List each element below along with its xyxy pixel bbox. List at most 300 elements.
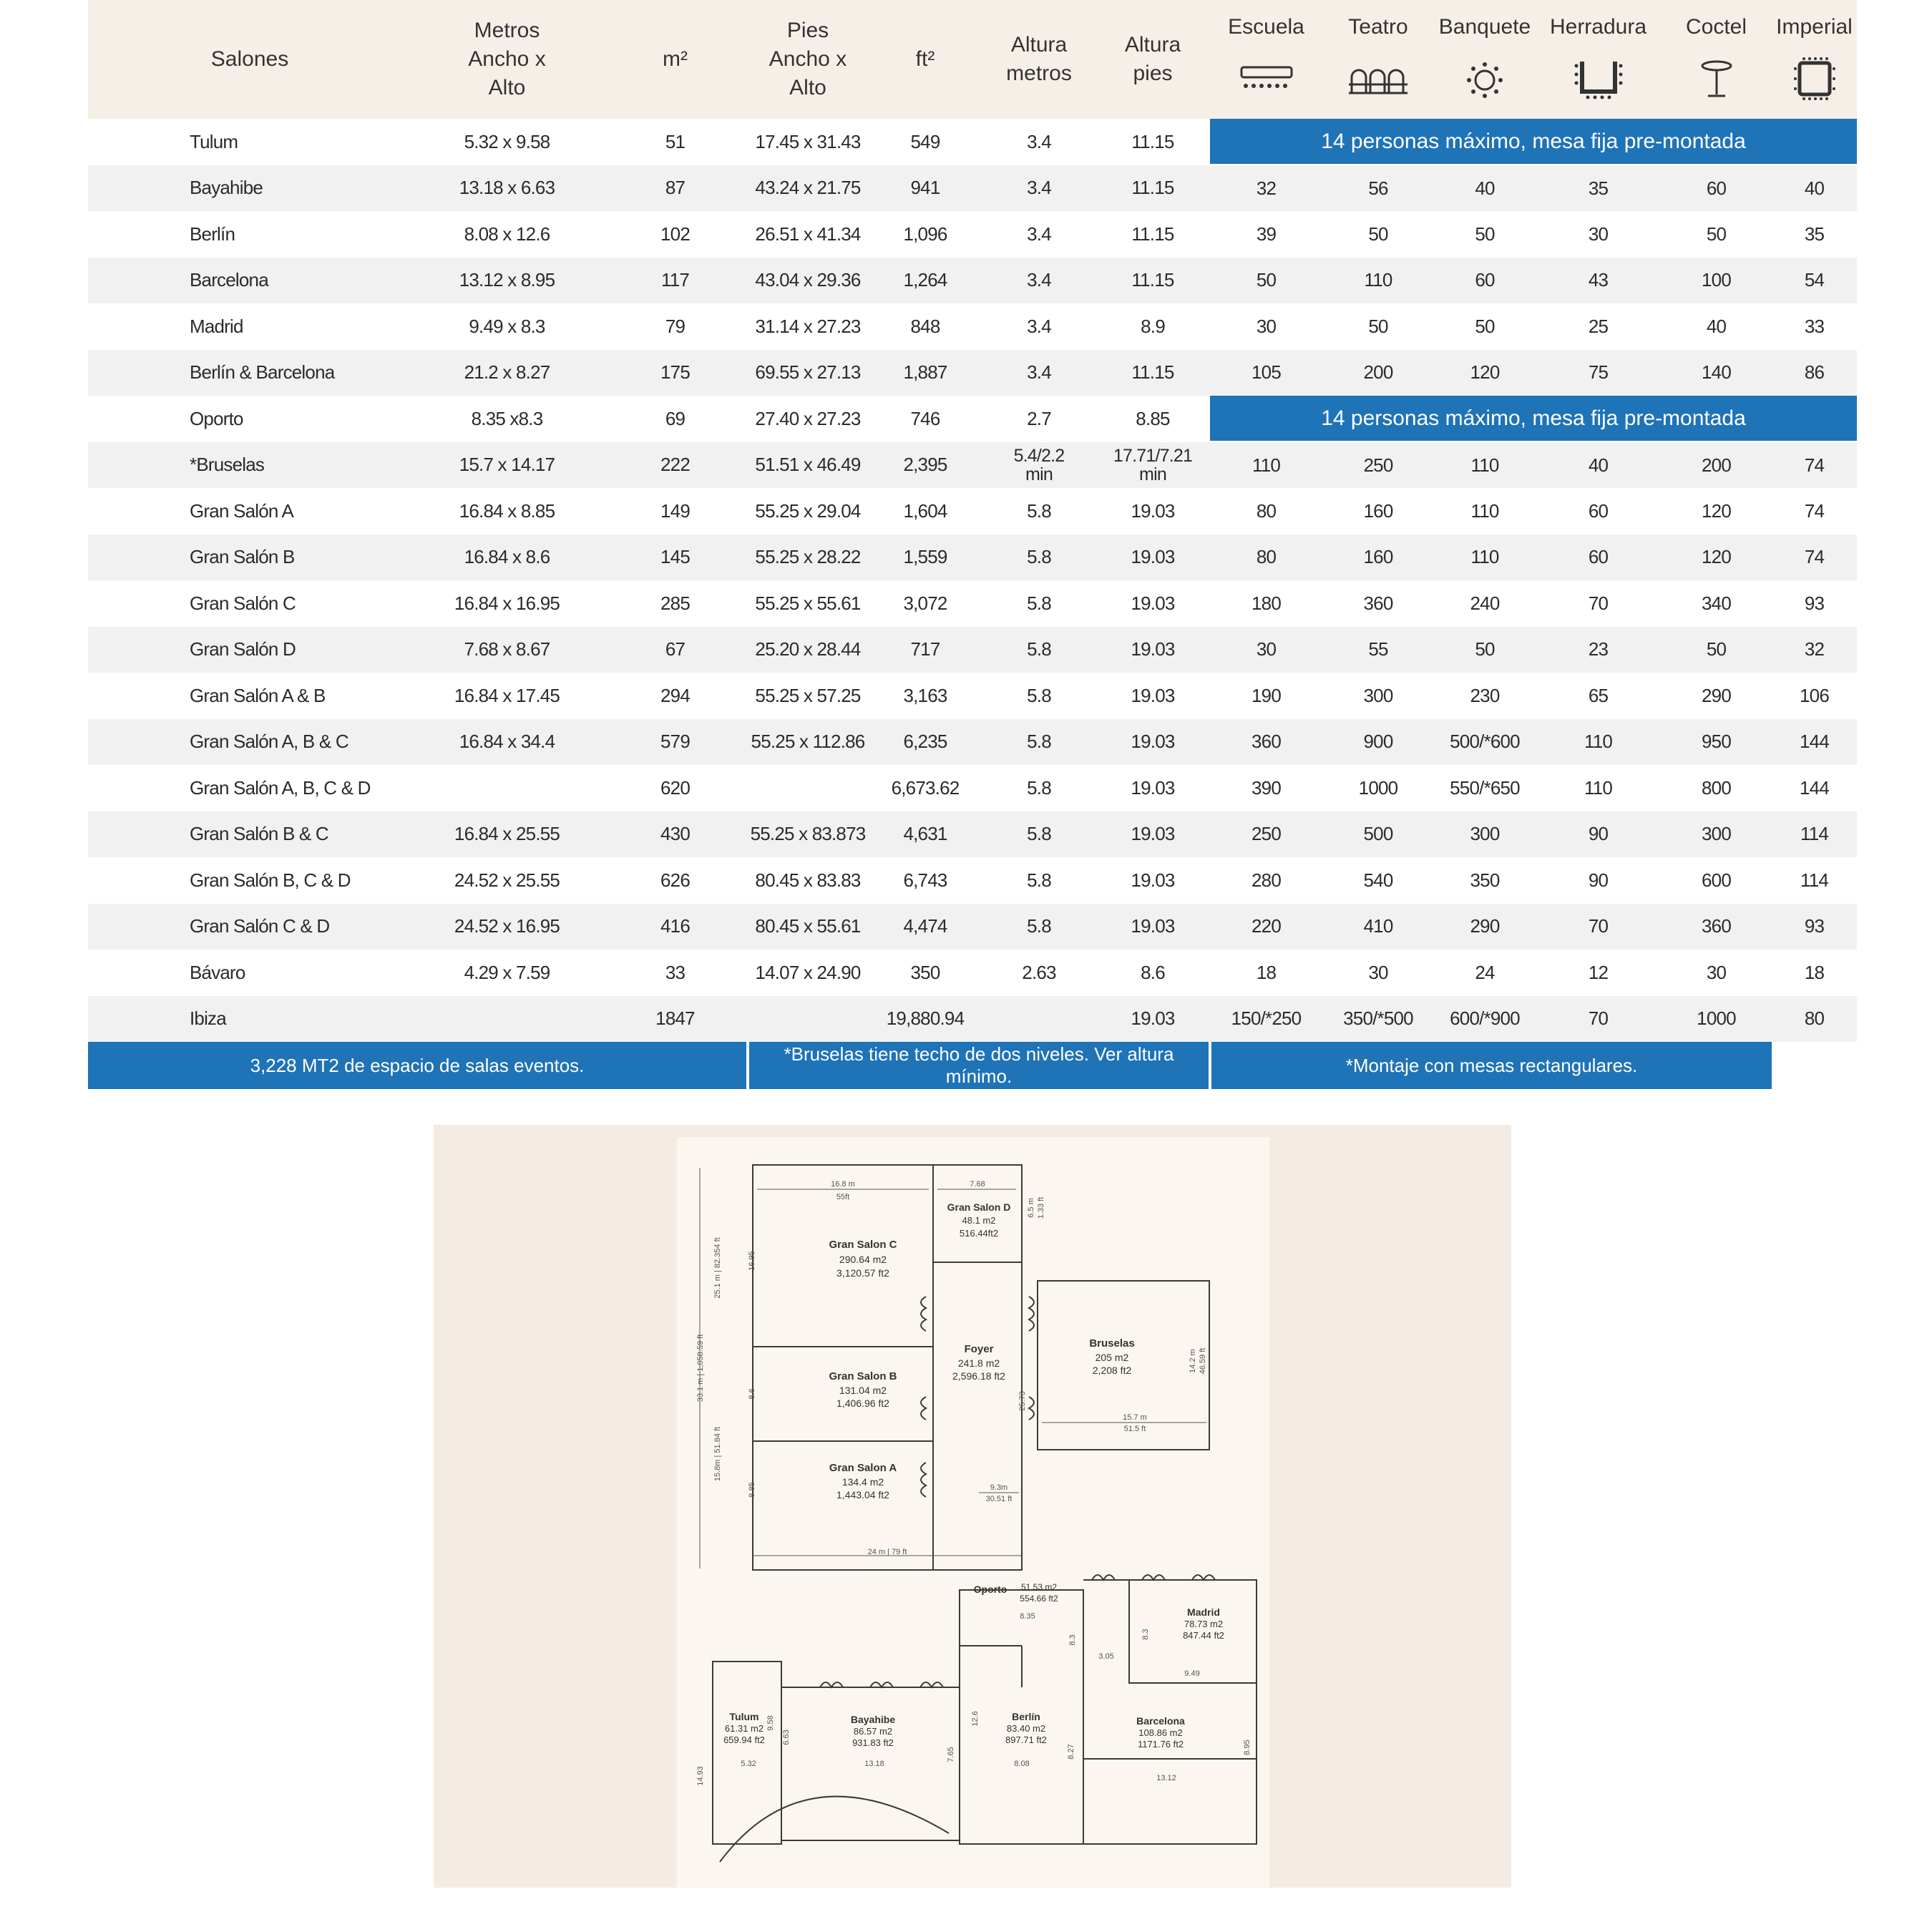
m2-cell: 79 xyxy=(665,315,686,337)
dim-total-height: 33.1 m | 1,058.59 ft xyxy=(696,1334,705,1402)
imperial-capacity-cell: 33 xyxy=(1804,315,1825,337)
metros-cell: 24.52 x 16.95 xyxy=(454,915,560,937)
pies-cell: 55.25 x 112.86 xyxy=(751,731,865,753)
m2-cell: 620 xyxy=(660,776,690,799)
herradura-capacity-cell: 40 xyxy=(1588,454,1609,476)
room-m2-bayahibe: 86.57 m2 xyxy=(853,1726,893,1737)
salon-name-cell: Berlín & Barcelona xyxy=(190,361,335,384)
banquete-capacity-cell: 120 xyxy=(1470,361,1500,384)
banquete-capacity-cell: 110 xyxy=(1470,454,1499,476)
salon-name-cell: Gran Salón A, B, C & D xyxy=(190,776,371,799)
ft2-cell: 4,474 xyxy=(903,915,947,937)
dim-c-width: 16.8 m xyxy=(831,1180,855,1189)
dim-bay-h: 6.63 xyxy=(782,1729,791,1745)
altura-pies-cell: 11.15 xyxy=(1131,269,1174,291)
room-name-oporto: Oporto xyxy=(973,1584,1008,1595)
altura-pies-cell: 19.03 xyxy=(1131,638,1175,660)
pies-cell xyxy=(748,996,868,1043)
teatro-theater-seats-icon xyxy=(1346,56,1410,102)
room-ft2-oporto: 554.66 ft2 xyxy=(1020,1594,1058,1604)
col-header-coctel: Coctel xyxy=(1661,0,1772,119)
herradura-capacity-cell: 70 xyxy=(1588,1008,1609,1030)
salon-name-cell: Gran Salón C & D xyxy=(190,915,330,937)
metros-cell: 16.84 x 25.55 xyxy=(454,823,560,845)
ft2-cell: 1,887 xyxy=(903,361,947,384)
table-row xyxy=(88,950,1857,996)
coctel-capacity-cell: 50 xyxy=(1706,223,1727,245)
dim-madrid-w: 9.49 xyxy=(1184,1669,1200,1678)
teatro-capacity-cell: 250 xyxy=(1363,454,1393,476)
altura-metros-cell: 5.8 xyxy=(1027,731,1051,753)
escuela-capacity-cell: 18 xyxy=(1256,961,1277,983)
altura-pies-cell-value: 17.71/7.21 xyxy=(1113,445,1193,466)
col-header-m2: m² xyxy=(663,47,688,71)
m2-cell: 294 xyxy=(660,684,690,706)
metros-cell: 16.84 x 8.6 xyxy=(464,546,550,568)
altura-metros-cell xyxy=(982,996,1096,1043)
dim-foyer-w: 9.3m xyxy=(990,1483,1008,1492)
teatro-capacity-cell: 410 xyxy=(1363,915,1393,937)
teatro-capacity-cell: 50 xyxy=(1368,315,1388,337)
salon-name-cell: Gran Salón B xyxy=(190,546,295,568)
dim-foyer-w-ft: 30.51 ft xyxy=(985,1495,1013,1503)
pies-cell: 55.25 x 83.873 xyxy=(750,823,866,845)
altura-metros-cell: 5.8 xyxy=(1027,869,1051,891)
table-row xyxy=(88,211,1857,258)
ft2-cell: 1,559 xyxy=(903,546,947,568)
capacity-banner: 14 personas máximo, mesa fija pre-montada xyxy=(1210,396,1857,442)
coctel-capacity-cell: 140 xyxy=(1702,361,1731,384)
herradura-capacity-cell: 90 xyxy=(1588,869,1609,891)
ft2-cell: 2,395 xyxy=(903,454,947,476)
salon-name-cell: Gran Salón C xyxy=(190,592,296,614)
altura-metros-cell xyxy=(982,442,1096,489)
ft2-cell: 6,235 xyxy=(903,731,947,753)
footer-montaje-note: *Montaje con mesas rectangulares. xyxy=(1210,1042,1772,1089)
escuela-capacity-cell: 39 xyxy=(1256,223,1277,245)
salon-name-cell: Ibiza xyxy=(190,1008,226,1030)
banquete-capacity-cell: 24 xyxy=(1475,961,1495,983)
altura-metros-cell-value: 5.4/2.2 xyxy=(1013,445,1065,466)
col-header-teatro: Teatro xyxy=(1322,0,1434,119)
herradura-capacity-cell: 65 xyxy=(1588,684,1609,706)
banquete-capacity-cell: 350 xyxy=(1470,869,1500,891)
table-row xyxy=(88,627,1857,673)
dim-oporto-h: 8.3 xyxy=(1068,1634,1077,1646)
herradura-capacity-cell: 70 xyxy=(1588,592,1609,614)
banquete-capacity-cell: 290 xyxy=(1470,915,1500,937)
metros-cell: 4.29 x 7.59 xyxy=(464,961,550,983)
altura-pies-cell: 11.15 xyxy=(1131,177,1174,199)
floor-plan-drawing xyxy=(434,1125,1511,1888)
coctel-capacity-cell: 340 xyxy=(1702,592,1731,614)
banquete-capacity-cell: 240 xyxy=(1470,592,1500,614)
table-row xyxy=(88,535,1857,581)
coctel-capacity-cell: 300 xyxy=(1702,823,1731,845)
altura-metros-cell: 5.8 xyxy=(1027,638,1051,660)
capacity-banner: 14 personas máximo, mesa fija pre-montada xyxy=(1210,119,1857,165)
m2-cell: 87 xyxy=(665,177,686,199)
room-ft2-barcelona: 1171.76 ft2 xyxy=(1137,1739,1184,1750)
escuela-classroom-icon xyxy=(1234,56,1299,102)
m2-cell: 626 xyxy=(660,869,690,891)
table-row xyxy=(88,258,1857,304)
herradura-capacity-cell: 90 xyxy=(1588,823,1609,845)
col-header-imperial: Imperial xyxy=(1772,0,1857,119)
dim-tulum-w: 5.32 xyxy=(741,1760,756,1768)
dim-barc-h: 8.27 xyxy=(1067,1744,1075,1760)
room-m2-tulum: 61.31 m2 xyxy=(724,1723,764,1734)
teatro-capacity-cell: 1000 xyxy=(1358,776,1398,799)
salon-name-cell: Tulum xyxy=(190,130,238,152)
imperial-capacity-cell: 106 xyxy=(1800,684,1829,706)
imperial-capacity-cell: 54 xyxy=(1804,269,1825,291)
floor-plan xyxy=(434,1125,1511,1888)
metros-cell: 8.08 x 12.6 xyxy=(464,223,550,245)
dim-berlin-w: 8.08 xyxy=(1014,1760,1030,1768)
altura-metros-cell: 5.8 xyxy=(1027,546,1051,568)
table-body xyxy=(88,119,1857,1042)
col-header-pies: Pies Ancho x Alto xyxy=(769,19,847,99)
m2-cell: 222 xyxy=(660,454,690,476)
salon-name-cell: Gran Salón B & C xyxy=(190,823,328,845)
salones-table-container xyxy=(88,0,1857,1089)
altura-metros-cell-min: min xyxy=(1025,464,1053,484)
altura-pies-cell: 19.03 xyxy=(1131,823,1175,845)
m2-cell: 117 xyxy=(660,269,690,291)
col-header-banquete: Banquete xyxy=(1434,0,1536,119)
dim-d-width: 7.68 xyxy=(970,1180,985,1189)
altura-pies-cell: 19.03 xyxy=(1131,499,1175,522)
altura-pies-cell: 11.15 xyxy=(1131,223,1174,245)
col-header-salones: Salones xyxy=(210,47,289,71)
m2-cell: 102 xyxy=(660,223,690,245)
imperial-capacity-cell: 114 xyxy=(1800,823,1829,845)
altura-pies-cell xyxy=(1096,442,1210,489)
imperial-capacity-cell: 40 xyxy=(1804,177,1825,199)
teatro-capacity-cell: 160 xyxy=(1363,546,1393,568)
m2-cell: 416 xyxy=(660,915,690,937)
banquete-capacity-cell: 60 xyxy=(1475,269,1495,291)
banquete-capacity-cell: 50 xyxy=(1475,315,1495,337)
room-name-tulum: Tulum xyxy=(729,1711,759,1722)
herradura-capacity-cell: 30 xyxy=(1588,223,1609,245)
m2-cell: 285 xyxy=(660,592,690,614)
salon-name-cell: Berlín xyxy=(190,223,235,245)
metros-cell: 13.18 x 6.63 xyxy=(459,177,555,199)
dim-bru-h-ft: 46.59 ft xyxy=(1199,1347,1207,1375)
metros-cell: 13.12 x 8.95 xyxy=(459,269,555,291)
room-m2-gran-salon-d: 48.1 m2 xyxy=(962,1215,996,1226)
banquete-capacity-cell: 110 xyxy=(1470,546,1499,568)
coctel-capacity-cell: 200 xyxy=(1702,454,1731,476)
teatro-capacity-cell: 160 xyxy=(1363,499,1393,522)
herradura-capacity-cell: 110 xyxy=(1584,731,1613,753)
altura-pies-cell-min: min xyxy=(1139,464,1166,484)
salon-name-cell: Gran Salón A & B xyxy=(190,684,326,706)
escuela-capacity-cell: 105 xyxy=(1252,361,1281,384)
dim-bru-h: 14.2 m xyxy=(1189,1349,1197,1373)
teatro-capacity-cell: 540 xyxy=(1363,869,1393,891)
salon-name-cell: Barcelona xyxy=(190,269,268,291)
imperial-capacity-cell: 144 xyxy=(1800,731,1829,753)
col-header-altura-metros: Altura metros xyxy=(1006,33,1072,85)
m2-cell: 51 xyxy=(665,130,686,152)
room-m2-gran-salon-b: 131.04 m2 xyxy=(839,1385,887,1396)
salon-name-cell: Madrid xyxy=(190,315,243,337)
altura-metros-cell: 5.8 xyxy=(1027,776,1051,799)
teatro-capacity-cell: 50 xyxy=(1368,223,1388,245)
table-footer-row xyxy=(88,1042,1857,1089)
altura-metros-cell: 3.4 xyxy=(1027,130,1051,152)
room-name-berlin: Berlín xyxy=(1012,1711,1040,1722)
escuela-capacity-cell: 30 xyxy=(1256,638,1277,660)
room-name-gran-salon-c: Gran Salon C xyxy=(829,1239,897,1251)
room-name-gran-salon-a: Gran Salon A xyxy=(829,1462,897,1474)
room-m2-barcelona: 108.86 m2 xyxy=(1138,1727,1183,1738)
coctel-capacity-cell: 30 xyxy=(1706,961,1727,983)
dim-oporto-w: 8.35 xyxy=(1020,1612,1035,1621)
room-ft2-berlin: 897.71 ft2 xyxy=(1005,1735,1047,1745)
ft2-cell: 1,604 xyxy=(903,499,947,522)
room-m2-gran-salon-a: 134.4 m2 xyxy=(841,1476,884,1488)
escuela-capacity-cell: 80 xyxy=(1256,546,1277,568)
imperial-capacity-cell: 74 xyxy=(1804,499,1825,522)
table-row xyxy=(88,396,1857,442)
ft2-cell: 6,743 xyxy=(903,869,947,891)
m2-cell: 149 xyxy=(660,499,690,522)
imperial-capacity-cell: 32 xyxy=(1804,638,1825,660)
pies-cell: 43.04 x 29.36 xyxy=(755,269,861,291)
altura-metros-cell: 5.8 xyxy=(1027,823,1051,845)
dim-a-h: 8.85 xyxy=(748,1482,756,1498)
escuela-capacity-cell: 190 xyxy=(1252,684,1281,706)
escuela-capacity-cell: 250 xyxy=(1252,823,1281,845)
floor-plan-paper xyxy=(677,1137,1269,1888)
herradura-capacity-cell: 35 xyxy=(1588,177,1609,199)
banquete-capacity-cell: 550/*650 xyxy=(1450,776,1520,799)
pies-cell: 55.25 x 55.61 xyxy=(755,592,861,614)
herradura-capacity-cell: 25 xyxy=(1588,315,1609,337)
ft2-cell: 746 xyxy=(910,407,940,429)
col-header-herradura: Herradura xyxy=(1536,0,1661,119)
ft2-cell: 848 xyxy=(910,315,940,337)
teatro-capacity-cell: 110 xyxy=(1364,269,1392,291)
altura-pies-cell: 8.6 xyxy=(1141,961,1165,983)
altura-metros-cell: 3.4 xyxy=(1027,269,1051,291)
room-ft2-gran-salon-b: 1,406.96 ft2 xyxy=(836,1397,889,1409)
herradura-capacity-cell: 75 xyxy=(1588,361,1609,384)
coctel-capacity-cell: 1000 xyxy=(1697,1008,1736,1030)
altura-metros-cell: 3.4 xyxy=(1027,361,1051,384)
pies-cell xyxy=(748,765,868,811)
metros-cell xyxy=(411,996,602,1043)
banquete-capacity-cell: 40 xyxy=(1475,177,1495,199)
coctel-capacity-cell: 100 xyxy=(1702,269,1731,291)
room-ft2-gran-salon-c: 3,120.57 ft2 xyxy=(836,1267,889,1279)
herradura-capacity-cell: 110 xyxy=(1584,776,1613,799)
dim-berlin-h: 12.6 xyxy=(971,1711,980,1727)
ft2-cell: 1,096 xyxy=(903,223,947,245)
escuela-capacity-cell: 32 xyxy=(1256,177,1277,199)
banquete-capacity-cell: 110 xyxy=(1470,499,1499,522)
teatro-capacity-cell: 200 xyxy=(1363,361,1393,384)
pies-cell: 14.07 x 24.90 xyxy=(755,961,861,983)
ft2-cell: 1,264 xyxy=(903,269,947,291)
table-row xyxy=(88,857,1857,904)
ft2-cell: 4,631 xyxy=(903,823,947,845)
coctel-capacity-cell: 800 xyxy=(1702,776,1731,799)
altura-metros-cell: 5.8 xyxy=(1027,684,1051,706)
salon-name-cell: Bávaro xyxy=(190,961,245,983)
m2-cell: 579 xyxy=(660,731,690,753)
herradura-capacity-cell: 23 xyxy=(1588,638,1609,660)
table-row xyxy=(88,442,1857,489)
salon-name-cell: Bayahibe xyxy=(190,177,263,199)
salon-name-cell: Gran Salón D xyxy=(190,638,296,660)
room-ft2-bayahibe: 931.83 ft2 xyxy=(852,1737,894,1748)
herradura-capacity-cell: 60 xyxy=(1588,546,1609,568)
dim-c-h: 16.95 xyxy=(748,1251,756,1271)
metros-cell: 21.2 x 8.27 xyxy=(464,361,550,384)
imperial-capacity-cell: 74 xyxy=(1804,546,1825,568)
table-row xyxy=(88,119,1857,165)
pies-cell: 43.24 x 21.75 xyxy=(755,177,861,199)
dim-bay-w: 13.18 xyxy=(864,1760,884,1768)
pies-cell: 25.20 x 28.44 xyxy=(755,638,861,660)
table-row xyxy=(88,996,1857,1043)
pies-cell: 80.45 x 83.83 xyxy=(755,869,861,891)
banquete-round-table-icon xyxy=(1453,56,1517,102)
altura-pies-cell: 11.15 xyxy=(1131,361,1174,384)
dim-a-height: 15.8m | 51.84 ft xyxy=(713,1426,722,1482)
m2-cell: 145 xyxy=(660,546,690,568)
table-row xyxy=(88,350,1857,396)
room-ft2-foyer: 2,596.18 ft2 xyxy=(952,1370,1005,1382)
altura-pies-cell: 8.9 xyxy=(1141,315,1165,337)
room-ft2-madrid: 847.44 ft2 xyxy=(1183,1630,1224,1641)
altura-pies-cell: 8.85 xyxy=(1136,407,1170,429)
salon-name-cell: Gran Salón B, C & D xyxy=(190,869,351,891)
teatro-capacity-cell: 300 xyxy=(1363,684,1393,706)
dim-bottom-w: 24 m | 79 ft xyxy=(867,1548,907,1556)
banquete-capacity-cell: 300 xyxy=(1470,823,1500,845)
escuela-capacity-cell: 220 xyxy=(1252,915,1281,937)
altura-pies-cell: 19.03 xyxy=(1131,915,1175,937)
pies-cell: 51.51 x 46.49 xyxy=(755,454,861,476)
pies-cell: 27.40 x 27.23 xyxy=(755,407,861,429)
escuela-capacity-cell: 360 xyxy=(1252,731,1281,753)
dim-b-h: 8.6 xyxy=(748,1388,756,1400)
metros-cell: 9.49 x 8.3 xyxy=(469,315,545,337)
coctel-capacity-cell: 600 xyxy=(1702,869,1731,891)
metros-cell: 8.35 x8.3 xyxy=(471,407,543,429)
altura-metros-cell: 2.7 xyxy=(1027,407,1051,429)
room-ft2-bruselas: 2,208 ft2 xyxy=(1092,1365,1132,1376)
altura-pies-cell: 19.03 xyxy=(1131,684,1175,706)
salon-name-cell: Gran Salón A, B & C xyxy=(190,731,348,753)
pies-cell: 31.14 x 27.23 xyxy=(755,315,861,337)
escuela-capacity-cell: 50 xyxy=(1256,269,1277,291)
imperial-capacity-cell: 93 xyxy=(1804,915,1825,937)
dim-barc-h2: 8.95 xyxy=(1243,1740,1252,1755)
escuela-capacity-cell: 80 xyxy=(1256,499,1277,522)
footer-total-area: 3,228 MT2 de espacio de salas eventos. xyxy=(88,1042,748,1089)
banquete-capacity-cell: 50 xyxy=(1475,223,1495,245)
table-row xyxy=(88,165,1857,212)
col-header-ft2: ft² xyxy=(915,47,935,71)
col-header-metros: Metros Ancho x Alto xyxy=(468,19,546,99)
salones-capacity-table xyxy=(88,0,1857,1089)
m2-cell: 430 xyxy=(660,823,690,845)
altura-metros-cell: 5.8 xyxy=(1027,592,1051,614)
pies-cell: 55.25 x 28.22 xyxy=(755,546,861,568)
altura-pies-cell: 19.03 xyxy=(1131,592,1175,614)
ft2-cell: 549 xyxy=(910,130,940,152)
altura-pies-cell: 19.03 xyxy=(1131,731,1175,753)
coctel-capacity-cell: 290 xyxy=(1702,684,1731,706)
coctel-cocktail-table-icon xyxy=(1684,56,1749,102)
table-row xyxy=(88,765,1857,811)
altura-metros-cell: 3.4 xyxy=(1027,223,1051,245)
escuela-capacity-cell: 180 xyxy=(1252,592,1281,614)
coctel-capacity-cell: 360 xyxy=(1702,915,1731,937)
dim-tulum-total-h: 14.93 xyxy=(696,1766,705,1786)
room-ft2-tulum: 659.94 ft2 xyxy=(723,1735,765,1745)
ft2-cell: 350 xyxy=(910,961,940,983)
metros-cell: 24.52 x 25.55 xyxy=(454,869,560,891)
m2-cell: 175 xyxy=(660,361,690,384)
teatro-capacity-cell: 500 xyxy=(1363,823,1393,845)
room-m2-gran-salon-c: 290.64 m2 xyxy=(839,1254,887,1265)
imperial-capacity-cell: 80 xyxy=(1804,1008,1825,1030)
altura-pies-cell: 19.03 xyxy=(1131,1008,1175,1030)
room-m2-bruselas: 205 m2 xyxy=(1095,1352,1129,1363)
banquete-capacity-cell: 500/*600 xyxy=(1450,731,1520,753)
altura-pies-cell: 19.03 xyxy=(1131,869,1175,891)
table-row xyxy=(88,811,1857,858)
imperial-capacity-cell: 18 xyxy=(1804,961,1825,983)
dim-berlin-h2: 7.65 xyxy=(947,1747,955,1762)
pies-cell: 69.55 x 27.13 xyxy=(755,361,861,384)
imperial-capacity-cell: 114 xyxy=(1800,869,1829,891)
coctel-capacity-cell: 60 xyxy=(1706,177,1727,199)
metros-cell: 16.84 x 17.45 xyxy=(454,684,560,706)
altura-pies-cell: 19.03 xyxy=(1131,776,1175,799)
room-name-gran-salon-b: Gran Salon B xyxy=(829,1370,897,1382)
room-ft2-gran-salon-d: 516.44ft2 xyxy=(959,1228,999,1239)
banquete-capacity-cell: 600/*900 xyxy=(1450,1008,1520,1030)
coctel-capacity-cell: 50 xyxy=(1706,638,1727,660)
escuela-capacity-cell: 30 xyxy=(1256,315,1277,337)
room-m2-oporto: 51.53 m2 xyxy=(1020,1582,1058,1592)
room-name-gran-salon-d: Gran Salon D xyxy=(947,1201,1011,1213)
pies-cell: 55.25 x 29.04 xyxy=(755,499,861,522)
altura-pies-cell: 11.15 xyxy=(1131,130,1174,152)
dim-cb-height: 25.1 m | 82.354 ft xyxy=(713,1237,722,1299)
table-row xyxy=(88,303,1857,350)
metros-cell: 16.84 x 34.4 xyxy=(459,731,555,753)
dim-bru-w: 15.7 m xyxy=(1123,1413,1147,1422)
room-m2-berlin: 83.40 m2 xyxy=(1006,1723,1046,1734)
altura-pies-cell: 19.03 xyxy=(1131,546,1175,568)
altura-metros-cell: 3.4 xyxy=(1027,177,1051,199)
pies-cell: 55.25 x 57.25 xyxy=(755,684,861,706)
altura-metros-cell: 2.63 xyxy=(1022,961,1056,983)
pies-cell: 17.45 x 31.43 xyxy=(755,130,861,152)
room-m2-foyer: 241.8 m2 xyxy=(957,1357,1000,1369)
room-name-madrid: Madrid xyxy=(1187,1606,1220,1618)
